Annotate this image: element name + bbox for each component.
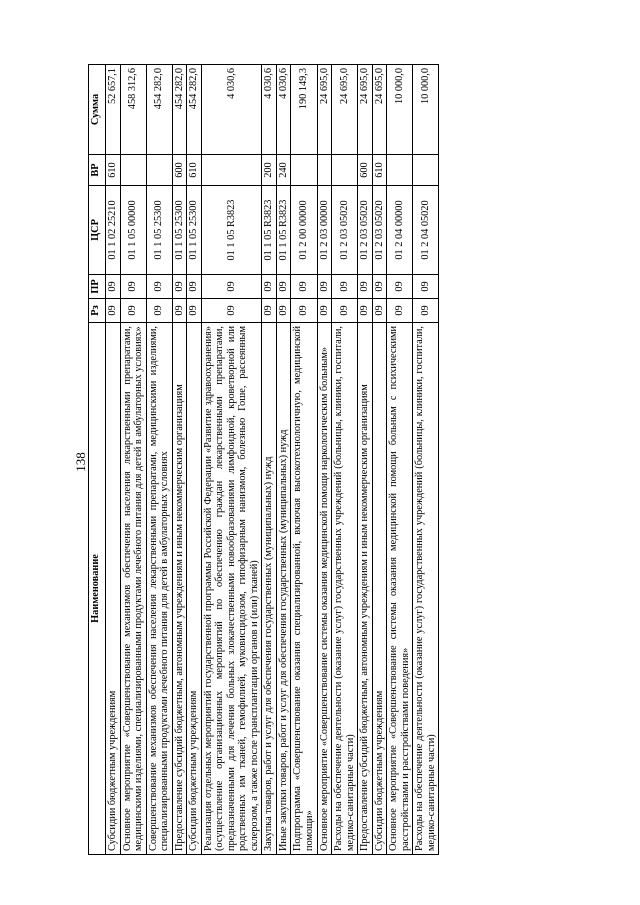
header-pr: ПР	[89, 275, 106, 299]
cell-csr: 01 1 05 R3823	[262, 186, 277, 275]
cell-name: Расходы на обеспечение деятельности (оказание услуг) государственных учреждений (больницы, клиники, госпитали, медико-санитарные части)	[332, 323, 358, 855]
cell-csr: 01 2 03 00000	[317, 186, 332, 275]
table-row	[276, 65, 291, 855]
cell-csr: 01 1 05 00000	[120, 186, 146, 275]
cell-csr: 01 1 05 25300	[187, 186, 202, 275]
cell-rz: 09	[387, 299, 413, 323]
header-sum: Сумма	[89, 65, 106, 155]
cell-vr	[317, 155, 332, 186]
page-number: 138	[73, 452, 88, 472]
cell-sum: 24 695,0	[358, 65, 373, 155]
cell-sum: 4 030,6	[276, 65, 291, 155]
table-row	[413, 65, 439, 855]
cell-csr: 01 1 05 R3823	[201, 186, 262, 275]
cell-pr: 09	[106, 275, 121, 299]
table-row	[372, 65, 387, 855]
cell-csr: 01 1 02 25210	[106, 186, 121, 275]
cell-name: Закупка товаров, работ и услуг для обеспечения государственных (муниципальных) нужд	[262, 323, 277, 855]
table-row	[172, 65, 187, 855]
cell-vr	[413, 155, 439, 186]
cell-pr: 09	[262, 275, 277, 299]
cell-pr: 09	[332, 275, 358, 299]
cell-csr: 01 1 05 R3823	[276, 186, 291, 275]
cell-csr: 01 2 03 05020	[332, 186, 358, 275]
cell-vr: 610	[187, 155, 202, 186]
cell-pr: 09	[372, 275, 387, 299]
table-row	[187, 65, 202, 855]
budget-table-rotated	[88, 65, 554, 855]
cell-sum: 454 282,0	[187, 65, 202, 155]
cell-pr: 09	[291, 275, 317, 299]
cell-vr	[201, 155, 262, 186]
header-name: Наименование	[89, 323, 106, 855]
cell-vr	[146, 155, 172, 186]
cell-csr: 01 1 05 25300	[146, 186, 172, 275]
table-row	[332, 65, 358, 855]
cell-vr	[387, 155, 413, 186]
cell-name: Основное мероприятие «Совершенствование системы оказания медицинской помощи наркологическим больным»	[317, 323, 332, 855]
cell-rz: 09	[291, 299, 317, 323]
cell-vr	[291, 155, 317, 186]
cell-name: Субсидии бюджетным учреждениям	[372, 323, 387, 855]
cell-pr: 09	[187, 275, 202, 299]
table-row	[106, 65, 121, 855]
cell-name: Иные закупки товаров, работ и услуг для обеспечения государственных (муниципальных) нужд	[276, 323, 291, 855]
table-row	[262, 65, 277, 855]
cell-sum: 4 030,6	[201, 65, 262, 155]
table-row	[201, 65, 262, 855]
cell-sum: 458 312,6	[120, 65, 146, 155]
cell-pr: 09	[358, 275, 373, 299]
cell-rz: 09	[262, 299, 277, 323]
cell-vr: 240	[276, 155, 291, 186]
cell-name: Предоставление субсидий бюджетным, автономным учреждениям и иным некоммерческим организациям	[172, 323, 187, 855]
header-csr: ЦСР	[89, 186, 106, 275]
table-row	[146, 65, 172, 855]
cell-name: Реализация отдельных мероприятий государственной программы Российской Федерации «Развитие здравоохранения» (осуществление организационных мероприятий по обеспечению граждан лекарственными препаратами, предназначенными для лечения больных злокачественными новообразованиями лимфоидной, кроветворной или родственных им тканей, гемофилией, муковисцидозом, гипофизарным нанизмом, болезнью Гоше, рассеянным склерозом, а также после трансплантации органов и (или) тканей)	[201, 323, 262, 855]
cell-csr: 01 2 04 00000	[387, 186, 413, 275]
cell-vr: 610	[372, 155, 387, 186]
cell-sum: 24 695,0	[332, 65, 358, 155]
header-rz: Рз	[89, 299, 106, 323]
cell-pr: 09	[387, 275, 413, 299]
cell-name: Субсидии бюджетным учреждениям	[187, 323, 202, 855]
table-row	[120, 65, 146, 855]
cell-pr: 09	[276, 275, 291, 299]
cell-sum: 190 149,3	[291, 65, 317, 155]
cell-name: Совершенствование механизмов обеспечения населения лекарственными препаратами, медицинскими изделиями, специализированными продуктами лечебного питания для детей в амбулаторных условиях	[146, 323, 172, 855]
cell-rz: 09	[106, 299, 121, 323]
cell-pr: 09	[201, 275, 262, 299]
cell-pr: 09	[172, 275, 187, 299]
cell-csr: 01 2 03 05020	[358, 186, 373, 275]
cell-csr: 01 2 03 05020	[372, 186, 387, 275]
cell-rz: 09	[201, 299, 262, 323]
cell-vr: 600	[358, 155, 373, 186]
header-vr: ВР	[89, 155, 106, 186]
cell-rz: 09	[146, 299, 172, 323]
table-row	[387, 65, 413, 855]
cell-name: Предоставление субсидий бюджетным, автономным учреждениям и иным некоммерческим организациям	[358, 323, 373, 855]
budget-table	[88, 64, 439, 855]
cell-sum: 454 282,0	[146, 65, 172, 155]
table-row	[358, 65, 373, 855]
table-row	[317, 65, 332, 855]
cell-rz: 09	[120, 299, 146, 323]
cell-rz: 09	[358, 299, 373, 323]
cell-pr: 09	[413, 275, 439, 299]
cell-vr: 600	[172, 155, 187, 186]
cell-vr: 610	[106, 155, 121, 186]
cell-csr: 01 2 04 05020	[413, 186, 439, 275]
cell-csr: 01 1 05 25300	[172, 186, 187, 275]
cell-name: Субсидии бюджетным учреждениям	[106, 323, 121, 855]
table-header-row	[89, 65, 106, 855]
cell-name: Расходы на обеспечение деятельности (оказание услуг) государственных учреждений (больницы, клиники, госпитали, медико-санитарные части)	[413, 323, 439, 855]
cell-rz: 09	[317, 299, 332, 323]
cell-sum: 24 695,0	[372, 65, 387, 155]
cell-vr: 200	[262, 155, 277, 186]
cell-sum: 24 695,0	[317, 65, 332, 155]
cell-sum: 4 030,6	[262, 65, 277, 155]
cell-vr	[332, 155, 358, 186]
cell-csr: 01 2 00 00000	[291, 186, 317, 275]
cell-sum: 10 000,0	[387, 65, 413, 155]
cell-rz: 09	[187, 299, 202, 323]
cell-rz: 09	[413, 299, 439, 323]
cell-pr: 09	[120, 275, 146, 299]
cell-rz: 09	[172, 299, 187, 323]
cell-pr: 09	[317, 275, 332, 299]
cell-rz: 09	[332, 299, 358, 323]
cell-rz: 09	[372, 299, 387, 323]
table-row	[291, 65, 317, 855]
cell-sum: 454 282,0	[172, 65, 187, 155]
cell-pr: 09	[146, 275, 172, 299]
cell-vr	[120, 155, 146, 186]
cell-sum: 52 657,1	[106, 65, 121, 155]
cell-rz: 09	[276, 299, 291, 323]
cell-name: Основное мероприятие «Совершенствование механизмов обеспечения населения лекарственными препаратами, медицинскими изделиями, специализированными продуктами лечебного питания для детей в амбулаторных условиях»	[120, 323, 146, 855]
cell-name: Подпрограмма «Совершенствование оказания специализированной, включая высокотехнологичную, медицинской помощи»	[291, 323, 317, 855]
cell-sum: 10 000,0	[413, 65, 439, 155]
cell-name: Основное мероприятие «Совершенствование системы оказания медицинской помощи больным с психическими расстройствами и расстройствами поведения»	[387, 323, 413, 855]
